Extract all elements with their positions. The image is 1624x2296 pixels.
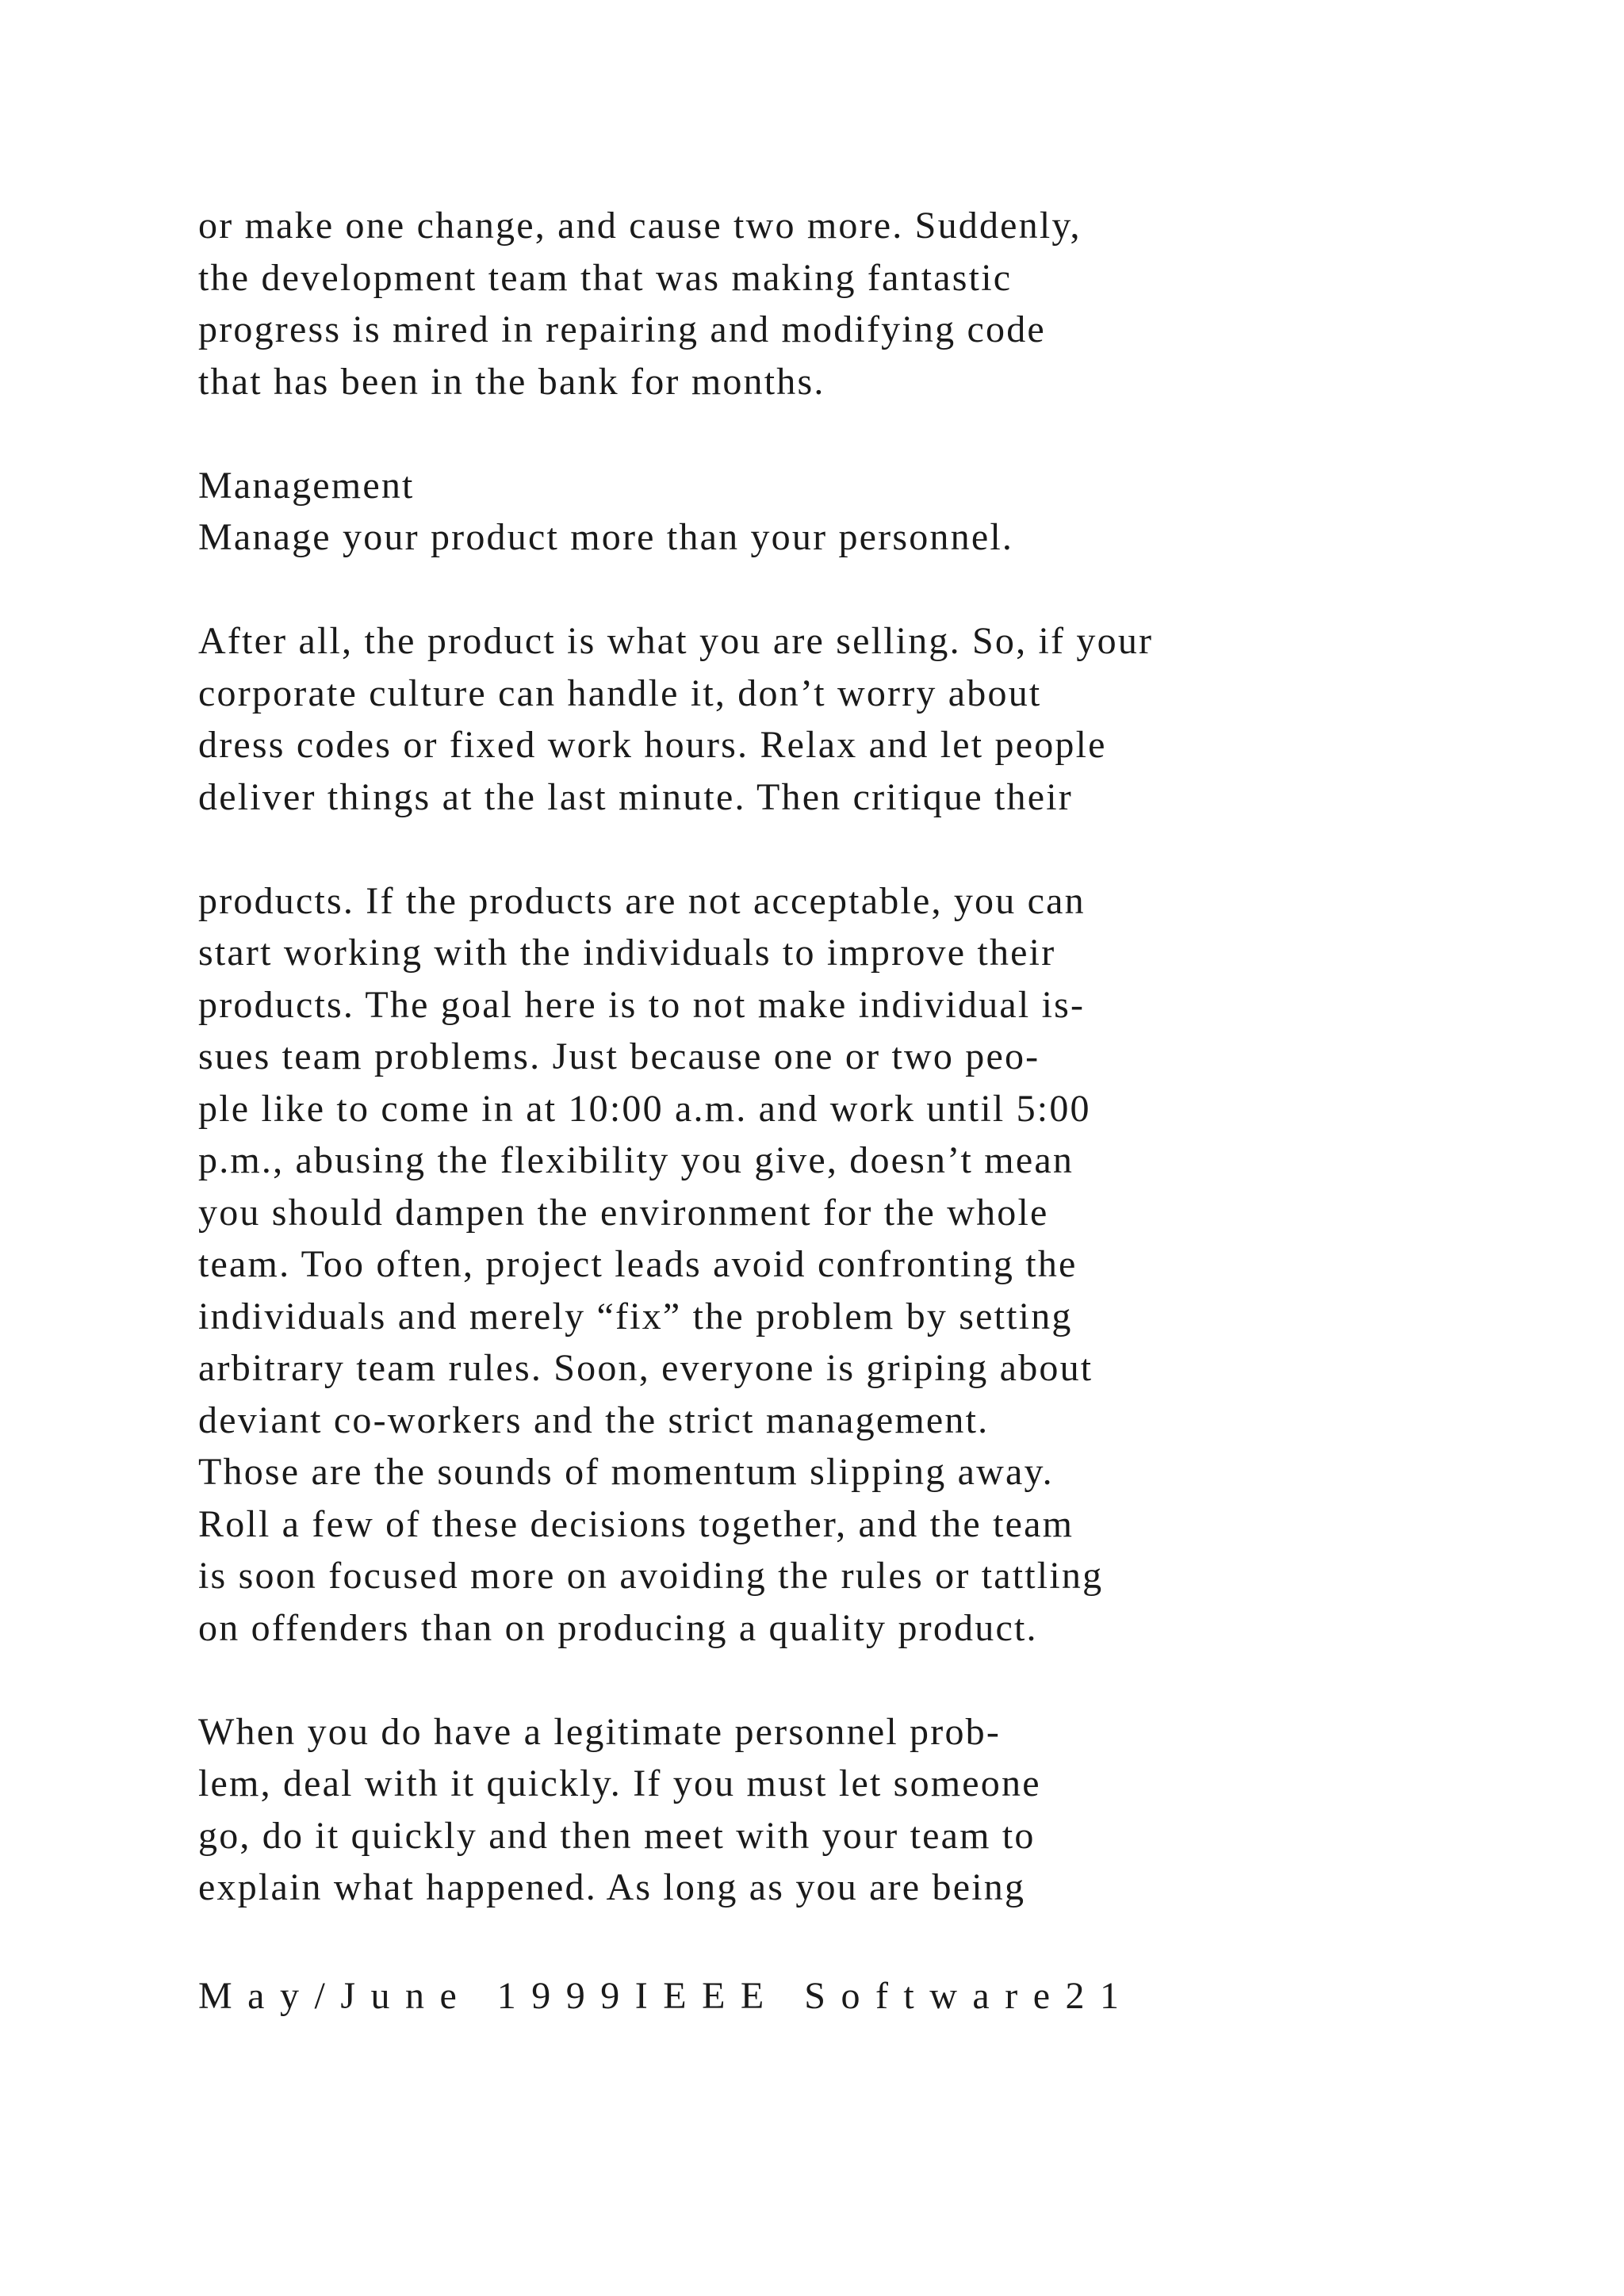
blank-line: [198, 564, 1546, 616]
text-line: ple like to come in at 10:00 a.m. and work until 5:00: [198, 1087, 1091, 1130]
text-line: deliver things at the last minute. Then critique their: [198, 775, 1073, 818]
blank-line: [198, 1654, 1546, 1706]
text-line: progress is mired in repairing and modifying code: [198, 308, 1046, 350]
text-line: arbitrary team rules. Soon, everyone is griping about: [198, 1347, 1094, 1389]
text-line: products. If the products are not acceptable, you can: [198, 879, 1086, 922]
text-line: that has been in the bank for months.: [198, 360, 825, 403]
text-line: sues team problems. Just because one or two peo-: [198, 1035, 1040, 1077]
text-line: Roll a few of these decisions together, and the team: [198, 1502, 1074, 1545]
text-line: explain what happened. As long as you are being: [198, 1866, 1026, 1908]
text-line: go, do it quickly and then meet with your team to: [198, 1814, 1036, 1857]
body-text: [198, 200, 1546, 1914]
paragraph-2: [198, 615, 1546, 823]
text-line: the development team that was making fantastic: [198, 256, 1013, 299]
section-management: [198, 460, 1546, 564]
text-line: you should dampen the environment for the whole: [198, 1191, 1049, 1234]
paragraph-4: [198, 1706, 1546, 1914]
text-line: lem, deal with it quickly. If you must let someone: [198, 1762, 1041, 1804]
text-line: deviant co-workers and the strict management.: [198, 1399, 990, 1441]
text-line: dress codes or fixed work hours. Relax and let people: [198, 724, 1107, 766]
text-line: team. Too often, project leads avoid confronting the: [198, 1243, 1078, 1285]
text-line: products. The goal here is to not make individual is-: [198, 983, 1086, 1026]
text-line: on offenders than on producing a quality product.: [198, 1606, 1038, 1649]
blank-line: [198, 823, 1546, 875]
text-line: When you do have a legitimate personnel prob-: [198, 1710, 1002, 1753]
text-line: individuals and merely “fix” the problem by setting: [198, 1295, 1073, 1337]
page-footer: May/June 1999IEEE Software21: [198, 1975, 1135, 2017]
blank-line: [198, 408, 1546, 460]
paragraph-1: [198, 200, 1546, 408]
text-line: or make one change, and cause two more. Suddenly,: [198, 205, 1082, 247]
paragraph-3: [198, 875, 1546, 1655]
text-line: After all, the product is what you are selling. So, if your: [198, 620, 1154, 662]
text-line: corporate culture can handle it, don’t worry about: [198, 672, 1042, 714]
section-subheading: Manage your product more than your personnel.: [198, 516, 1014, 558]
text-line: start working with the individuals to improve their: [198, 932, 1056, 974]
text-line: is soon focused more on avoiding the rules or tattling: [198, 1555, 1104, 1597]
text-line: p.m., abusing the flexibility you give, doesn’t mean: [198, 1139, 1074, 1181]
text-line: Those are the sounds of momentum slipping away.: [198, 1451, 1054, 1493]
section-heading: Management: [198, 464, 415, 507]
